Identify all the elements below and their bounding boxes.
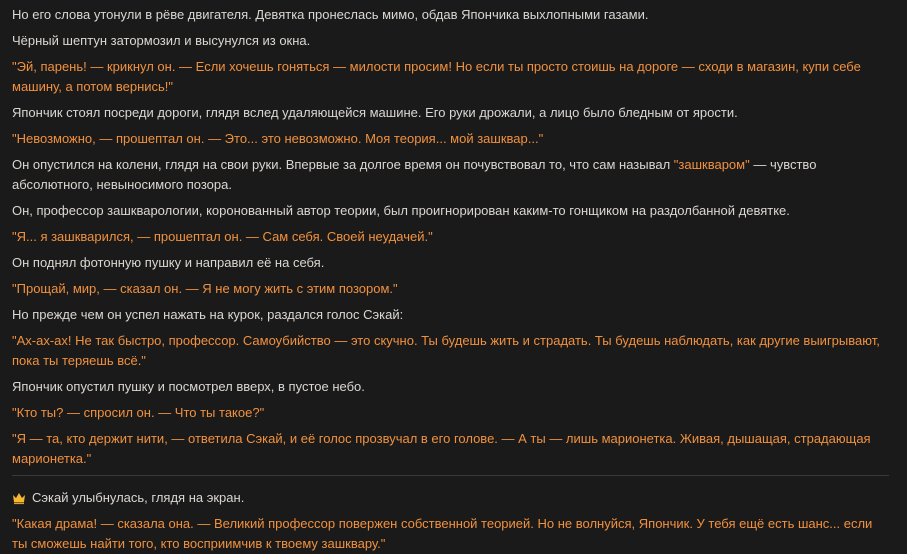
story-quote-6: "Кто ты? — спросил он. — Что ты такое?" [12, 405, 265, 420]
story-paragraph-2: Чёрный шептун затормозил и высунулся из окна. [12, 33, 311, 48]
reply-action-text: Сэкай улыбнулась, глядя на экран. [32, 490, 245, 505]
story-quote-4: "Прощай, мир, — сказал он. — Я не могу жить с этим позором." [12, 281, 398, 296]
story-paragraph-6-end: — чувство абсолютного, невыносимого позора. [12, 157, 817, 192]
crown-base [14, 503, 24, 505]
story-quote-3: "Я... я зашкварился, — прошептал он. — Сам себя. Своей неудачей." [12, 229, 433, 244]
story-paragraph-6 [12, 155, 889, 195]
story-paragraph-6-start: Он опустился на колени, глядя на свои руки. Впервые за долгое время он почувствовал то, что сам называл [12, 157, 674, 172]
reply-message [0, 483, 907, 554]
crown-icon [12, 491, 26, 505]
story-quote-5: "Ах-ах-ах! Не так быстро, профессор. Самоубийство — это скучно. Ты будешь жить и страдать. Ты будешь наблюдать, как другие выигрывают, пока ты теряешь всё." [12, 333, 880, 368]
story-quote-1: "Эй, парень! — крикнул он. — Если хочешь гоняться — милости просим! Но если ты просто стоишь на дороге — сходи в магазин, купи себе машину, а потом вернись!" [12, 59, 861, 94]
story-paragraph-13: Япончик опустил пушку и посмотрел вверх, в пустое небо. [12, 379, 365, 394]
story-paragraph-9: Он поднял фотонную пушку и направил её на себя. [12, 255, 325, 270]
story-paragraph-11: Но прежде чем он успел нажать на курок, раздался голос Сэкай: [12, 307, 404, 322]
crown-shape [13, 493, 25, 502]
story-paragraph-7: Он, профессор зашкварологии, коронованный автор теории, был проигнорирован каким-то гонщиком на раздолбанной девятке. [12, 203, 790, 218]
story-quote-2: "Невозможно, — прошептал он. — Это... это невозможно. Моя теория... мой зашквар..." [12, 131, 544, 146]
story-quote-7: "Я — та, кто держит нити, — ответила Сэкай, и её голос прозвучал в его голове. — А ты — лишь марионетка. Живая, дышащая, страдающая марионетка." [12, 431, 871, 466]
reply-quote: "Какая драма! — сказала она. — Великий профессор повержен собственной теорией. Но не волнуйся, Япончик. У тебя ещё есть шанс... если ты сможешь найти того, кто восприимчив к твоему зашквару." [12, 516, 873, 551]
message-divider [12, 475, 889, 476]
highlight-word: "зашкваром" [673, 157, 750, 172]
reply-action-line [12, 488, 889, 508]
story-paragraph-4: Япончик стоял посреди дороги, глядя вслед удаляющейся машине. Его руки дрожали, а лицо было бледным от ярости. [12, 105, 738, 120]
story-paragraph-1: Но его слова утонули в рёве двигателя. Девятка пронеслась мимо, обдав Япончика выхлопными газами. [12, 7, 649, 22]
